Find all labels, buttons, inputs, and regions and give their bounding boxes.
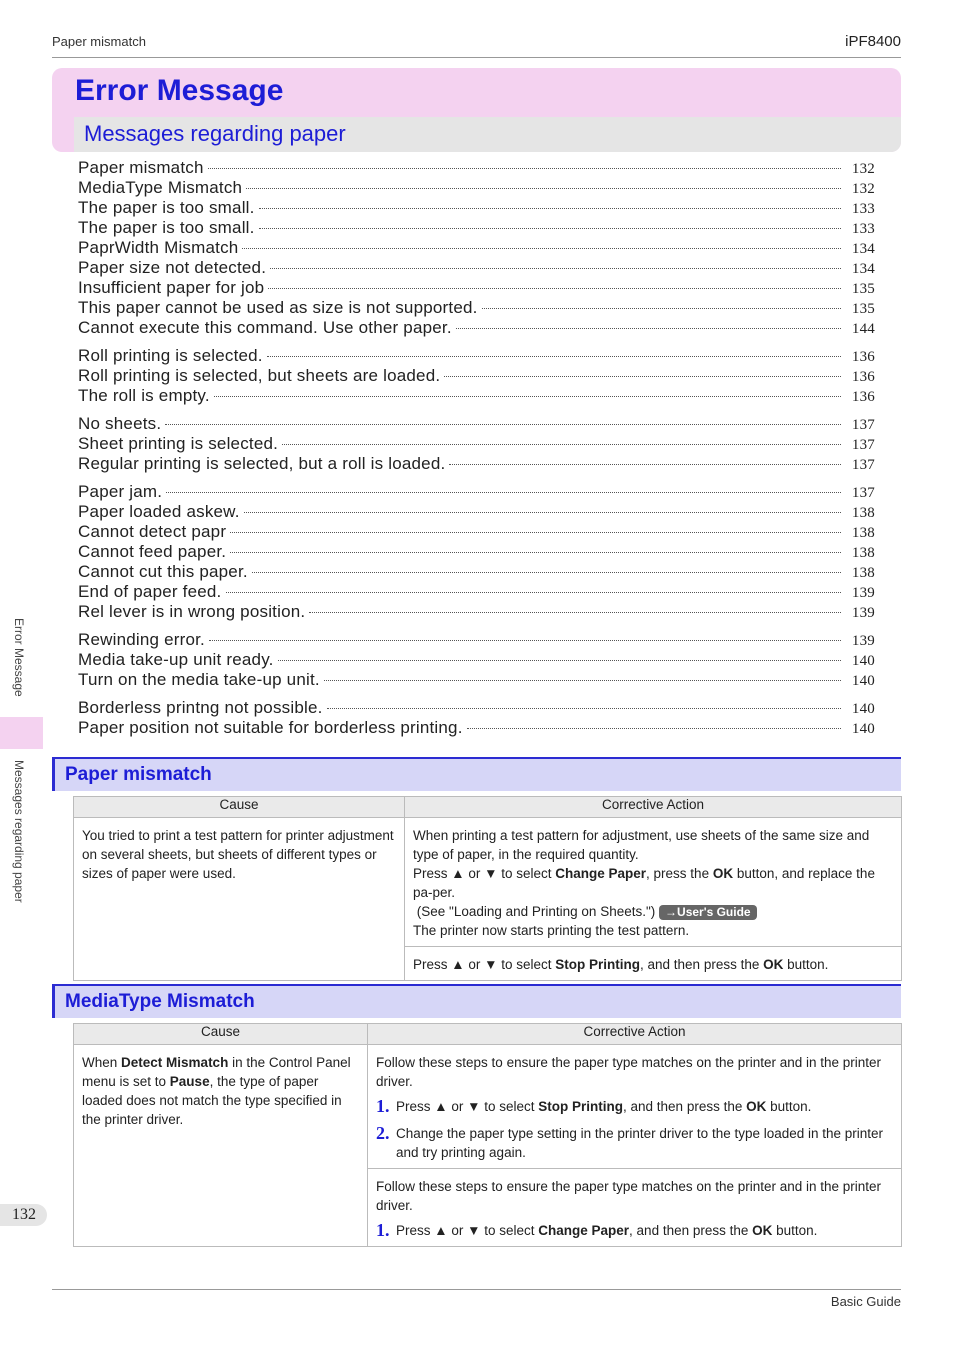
toc-entry-title: Paper mismatch (78, 158, 204, 177)
toc-entry-title: Roll printing is selected. (78, 346, 263, 365)
toc-entry[interactable] (78, 178, 875, 198)
toc-entry-title: Paper size not detected. (78, 258, 267, 277)
toc-entry[interactable] (78, 542, 875, 562)
toc-entry-page: 132 (851, 181, 875, 197)
toc-entry[interactable] (78, 238, 875, 258)
toc-entry-page: 140 (851, 653, 875, 669)
action-cell: Follow these steps to ensure the paper type matches on the printer and in the printer driver. 1. Press ▲ or ▼ to select Change Paper, and then press the OK button. (368, 1169, 902, 1247)
toc-leader-dots (259, 208, 841, 209)
toc-leader-dots (252, 572, 841, 573)
page-number: 132 (12, 1206, 36, 1223)
side-tab-section: Messages regarding paper (12, 760, 26, 903)
toc-entry-page: 139 (851, 605, 875, 621)
toc-entry[interactable] (78, 670, 875, 690)
toc-entry-title: Paper position not suitable for borderless printing. (78, 718, 463, 737)
toc-group (78, 630, 875, 690)
toc-leader-dots (166, 492, 841, 493)
toc-entry-page: 136 (851, 349, 875, 365)
toc-leader-dots (324, 680, 841, 681)
step-item: 1. Press ▲ or ▼ to select Stop Printing, and then press the OK button. (376, 1096, 812, 1116)
toc-entry-page: 132 (851, 161, 875, 177)
users-guide-link[interactable]: →User's Guide (659, 905, 757, 920)
toc-entry-title: MediaType Mismatch (78, 178, 243, 197)
toc-entry-page: 137 (851, 417, 875, 433)
toc-leader-dots (309, 612, 841, 613)
toc-group (78, 414, 875, 474)
page-subtitle: Messages regarding paper (84, 121, 346, 146)
running-header-right: iPF8400 (845, 33, 901, 50)
toc-leader-dots (165, 424, 841, 425)
table-of-contents (78, 158, 875, 746)
toc-entry-title: Roll printing is selected, but sheets are loaded. (78, 366, 441, 385)
toc-group (78, 158, 875, 338)
toc-leader-dots (208, 168, 841, 169)
toc-entry-page: 135 (851, 301, 875, 317)
paper-mismatch-table (73, 796, 902, 981)
toc-entry[interactable] (78, 346, 875, 366)
toc-entry-page: 133 (851, 221, 875, 237)
toc-entry-page: 137 (851, 485, 875, 501)
toc-entry-page: 140 (851, 721, 875, 737)
toc-entry-title: Sheet printing is selected. (78, 434, 279, 453)
step-item: 2. Change the paper type setting in the printer driver to the type loaded in the printer and try printing again. (376, 1123, 884, 1160)
toc-leader-dots (456, 328, 841, 329)
column-header-cause: Cause (74, 1024, 368, 1045)
toc-leader-dots (242, 248, 841, 249)
toc-entry-page: 136 (851, 369, 875, 385)
toc-leader-dots (268, 288, 841, 289)
toc-entry[interactable] (78, 698, 875, 718)
running-footer-right: Basic Guide (830, 1294, 901, 1309)
toc-entry[interactable] (78, 298, 875, 318)
toc-entry-title: Cannot execute this command. Use other paper. (78, 318, 452, 337)
toc-group (78, 482, 875, 622)
toc-leader-dots (226, 592, 842, 593)
toc-leader-dots (246, 188, 841, 189)
toc-entry-page: 140 (851, 701, 875, 717)
header-rule (52, 57, 901, 58)
toc-leader-dots (244, 512, 841, 513)
toc-entry-page: 133 (851, 201, 875, 217)
toc-entry[interactable] (78, 198, 875, 218)
mediatype-table-clip (73, 1023, 902, 1250)
action-cell: When printing a test pattern for adjustment, use sheets of the same size and type of paper, in the required quantity. Press ▲ or ▼ to select Change Paper, press the OK button, and replace the pa-per. (See "Loading and Printing on Sheets.") →User's Guide The printer now starts printing the test pattern. (405, 818, 902, 947)
toc-entry[interactable] (78, 434, 875, 454)
toc-leader-dots (214, 396, 841, 397)
toc-entry-title: This paper cannot be used as size is not supported. (78, 298, 478, 317)
column-header-cause: Cause (74, 797, 405, 818)
toc-entry[interactable] (78, 158, 875, 178)
action-cell: Press ▲ or ▼ to select Stop Printing, and then press the OK button. (405, 947, 902, 981)
step-item: 1. Press ▲ or ▼ to select Change Paper, and then press the OK button. (376, 1220, 818, 1240)
toc-leader-dots (267, 356, 841, 357)
toc-entry-title: Cannot cut this paper. (78, 562, 248, 581)
toc-leader-dots (467, 728, 841, 729)
toc-entry-page: 135 (851, 281, 875, 297)
column-header-action: Corrective Action (368, 1024, 902, 1045)
toc-leader-dots (209, 640, 841, 641)
toc-entry-page: 138 (851, 525, 875, 541)
toc-entry[interactable] (78, 650, 875, 670)
toc-entry-title: Insufficient paper for job (78, 278, 265, 297)
toc-entry-page: 134 (851, 241, 875, 257)
toc-entry-title: Cannot feed paper. (78, 542, 227, 561)
toc-entry[interactable] (78, 258, 875, 278)
column-header-action: Corrective Action (405, 797, 902, 818)
toc-entry-page: 136 (851, 389, 875, 405)
toc-entry[interactable] (78, 366, 875, 386)
toc-entry-title: Cannot detect papr (78, 522, 227, 541)
toc-entry-title: The paper is too small. (78, 218, 255, 237)
toc-entry[interactable] (78, 482, 875, 502)
toc-entry-title: Borderless printng not possible. (78, 698, 323, 717)
toc-entry-page: 138 (851, 505, 875, 521)
side-tab-marker (0, 717, 43, 749)
toc-leader-dots (230, 552, 841, 553)
toc-entry[interactable] (78, 386, 875, 406)
toc-entry-title: Media take-up unit ready. (78, 650, 274, 669)
toc-entry-title: Regular printing is selected, but a roll is loaded. (78, 454, 446, 473)
toc-leader-dots (259, 228, 841, 229)
toc-entry-title: The paper is too small. (78, 198, 255, 217)
toc-entry[interactable] (78, 414, 875, 434)
toc-entry-title: Rewinding error. (78, 630, 205, 649)
toc-entry-title: End of paper feed. (78, 582, 222, 601)
mediatype-mismatch-table (73, 1023, 902, 1247)
toc-entry-title: The roll is empty. (78, 386, 210, 405)
section-header-paper-mismatch (52, 757, 901, 791)
toc-entry-title: Rel lever is in wrong position. (78, 602, 306, 621)
toc-entry-title: No sheets. (78, 414, 162, 433)
toc-group (78, 698, 875, 738)
toc-leader-dots (449, 464, 841, 465)
toc-entry-page: 144 (851, 321, 875, 337)
cause-cell: You tried to print a test pattern for printer adjustment on several sheets, but sheets of different types or sizes of paper were used. (74, 818, 405, 981)
action-cell: Follow these steps to ensure the paper type matches on the printer and in the printer driver. 1. Press ▲ or ▼ to select Stop Printing, and then press the OK button. 2. Change the paper type setting in the printer driver to the type loaded in the printer and try printing again. (368, 1045, 902, 1169)
toc-entry-page: 139 (851, 633, 875, 649)
toc-entry-page: 134 (851, 261, 875, 277)
toc-leader-dots (482, 308, 841, 309)
toc-leader-dots (230, 532, 841, 533)
toc-entry[interactable] (78, 582, 875, 602)
toc-entry[interactable] (78, 718, 875, 738)
toc-entry-title: Paper loaded askew. (78, 502, 240, 521)
toc-entry[interactable] (78, 218, 875, 238)
toc-entry[interactable] (78, 278, 875, 298)
cause-cell: When Detect Mismatch in the Control Panel menu is set to Pause, the type of paper loaded does not match the type specified in the printer driver. (74, 1045, 368, 1247)
toc-entry[interactable] (78, 562, 875, 582)
running-header-left: Paper mismatch (52, 34, 146, 49)
toc-entry[interactable] (78, 602, 875, 622)
toc-entry-page: 138 (851, 545, 875, 561)
toc-leader-dots (282, 444, 841, 445)
toc-entry-title: Paper jam. (78, 482, 163, 501)
section-title: MediaType Mismatch (65, 991, 255, 1012)
section-header-mediatype-mismatch (52, 984, 901, 1018)
section-title: Paper mismatch (65, 764, 212, 785)
side-tab-chapter: Error Message (12, 618, 26, 697)
toc-leader-dots (444, 376, 841, 377)
toc-entry[interactable] (78, 522, 875, 542)
toc-leader-dots (327, 708, 841, 709)
toc-entry[interactable] (78, 502, 875, 522)
toc-group (78, 346, 875, 406)
toc-entry-page: 137 (851, 457, 875, 473)
toc-leader-dots (270, 268, 841, 269)
toc-entry-title: Turn on the media take-up unit. (78, 670, 320, 689)
toc-entry-page: 137 (851, 437, 875, 453)
toc-entry-page: 139 (851, 585, 875, 601)
toc-entry-page: 140 (851, 673, 875, 689)
toc-entry-page: 138 (851, 565, 875, 581)
footer-rule (52, 1289, 901, 1290)
toc-entry[interactable] (78, 630, 875, 650)
page-title: Error Message (75, 74, 284, 107)
toc-entry-title: PaprWidth Mismatch (78, 238, 239, 257)
toc-leader-dots (278, 660, 841, 661)
toc-entry[interactable] (78, 318, 875, 338)
toc-entry[interactable] (78, 454, 875, 474)
